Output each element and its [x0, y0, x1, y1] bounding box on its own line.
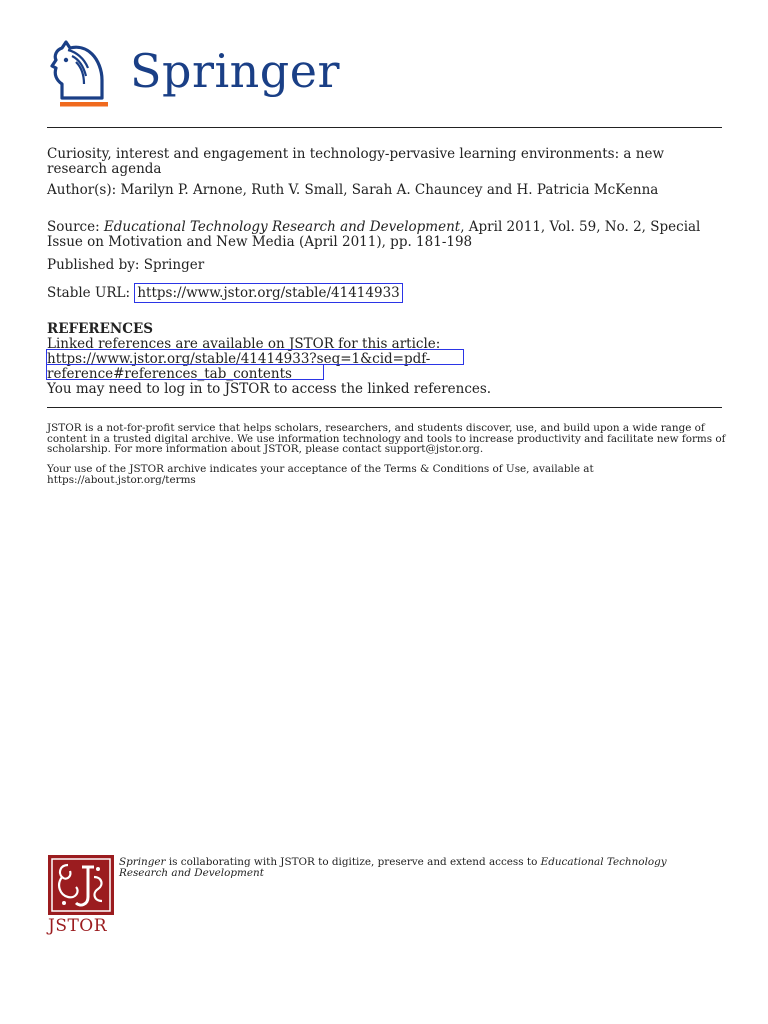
stable-url-link[interactable]: https://www.jstor.org/stable/41414933	[134, 283, 402, 303]
references-url-line-1[interactable]: https://www.jstor.org/stable/41414933?seq=1&cid=pdf-	[47, 351, 431, 367]
article-title: Curiosity, interest and engagement in technology-pervasive learning environments: a new research agenda	[47, 146, 664, 177]
springer-logo	[46, 40, 346, 112]
collaboration-statement	[119, 857, 679, 879]
references-intro: Linked references are available on JSTOR for this article:	[47, 336, 441, 352]
source-details: , April 2011, Vol. 59, No. 2, Special Issue on Motivation and New Media (April 2011), pp. 181-198	[47, 219, 701, 250]
springer-knight-horse-icon	[46, 40, 114, 110]
references-divider	[47, 407, 722, 408]
jstor-wordmark: JSTOR	[48, 916, 108, 936]
jstor-notice-paragraph: JSTOR is a not-for-profit service that helps scholars, researchers, and students discover, use, and build upon a wide range of content in a trusted digital archive. We use information technology and tools to increase productivity and facilitate new forms of scholarship. For more information about JSTOR, please contact support@jstor.org.	[47, 422, 726, 456]
source-journal: Educational Technology Research and Development	[103, 219, 461, 235]
terms-paragraph: Your use of the JSTOR archive indicates your acceptance of the Terms & Conditions of Use, available at https://about.jstor.org/terms	[47, 463, 594, 486]
article-source	[47, 220, 722, 250]
references-heading: REFERENCES	[47, 321, 154, 337]
publisher-value: Springer	[143, 257, 205, 273]
collab-journal: Educational Technology Research and Development	[119, 856, 667, 879]
authors-label: Author(s):	[47, 182, 117, 198]
references-login-note: You may need to log in to JSTOR to access the linked references.	[47, 381, 492, 397]
published-label: Published by:	[47, 257, 140, 273]
collab-publisher: Springer	[119, 856, 166, 868]
jstor-emblem-icon	[48, 855, 114, 915]
article-publisher	[47, 258, 722, 273]
authors-value: Marilyn P. Arnone, Ruth V. Small, Sarah A. Chauncey and H. Patricia McKenna	[120, 182, 659, 198]
article-authors	[47, 183, 722, 198]
header-divider	[47, 127, 722, 128]
references-link-box-2[interactable]	[46, 364, 324, 380]
stable-url-label: Stable URL:	[47, 285, 131, 301]
source-label: Source:	[47, 219, 100, 235]
springer-wordmark: Springer	[130, 44, 340, 98]
stable-url-line	[47, 286, 722, 301]
references-url-line-2[interactable]: reference#references_tab_contents	[47, 366, 292, 382]
collab-text: is collaborating with JSTOR to digitize, preserve and extend access to	[165, 856, 541, 868]
references-link-box-1[interactable]	[46, 349, 464, 365]
